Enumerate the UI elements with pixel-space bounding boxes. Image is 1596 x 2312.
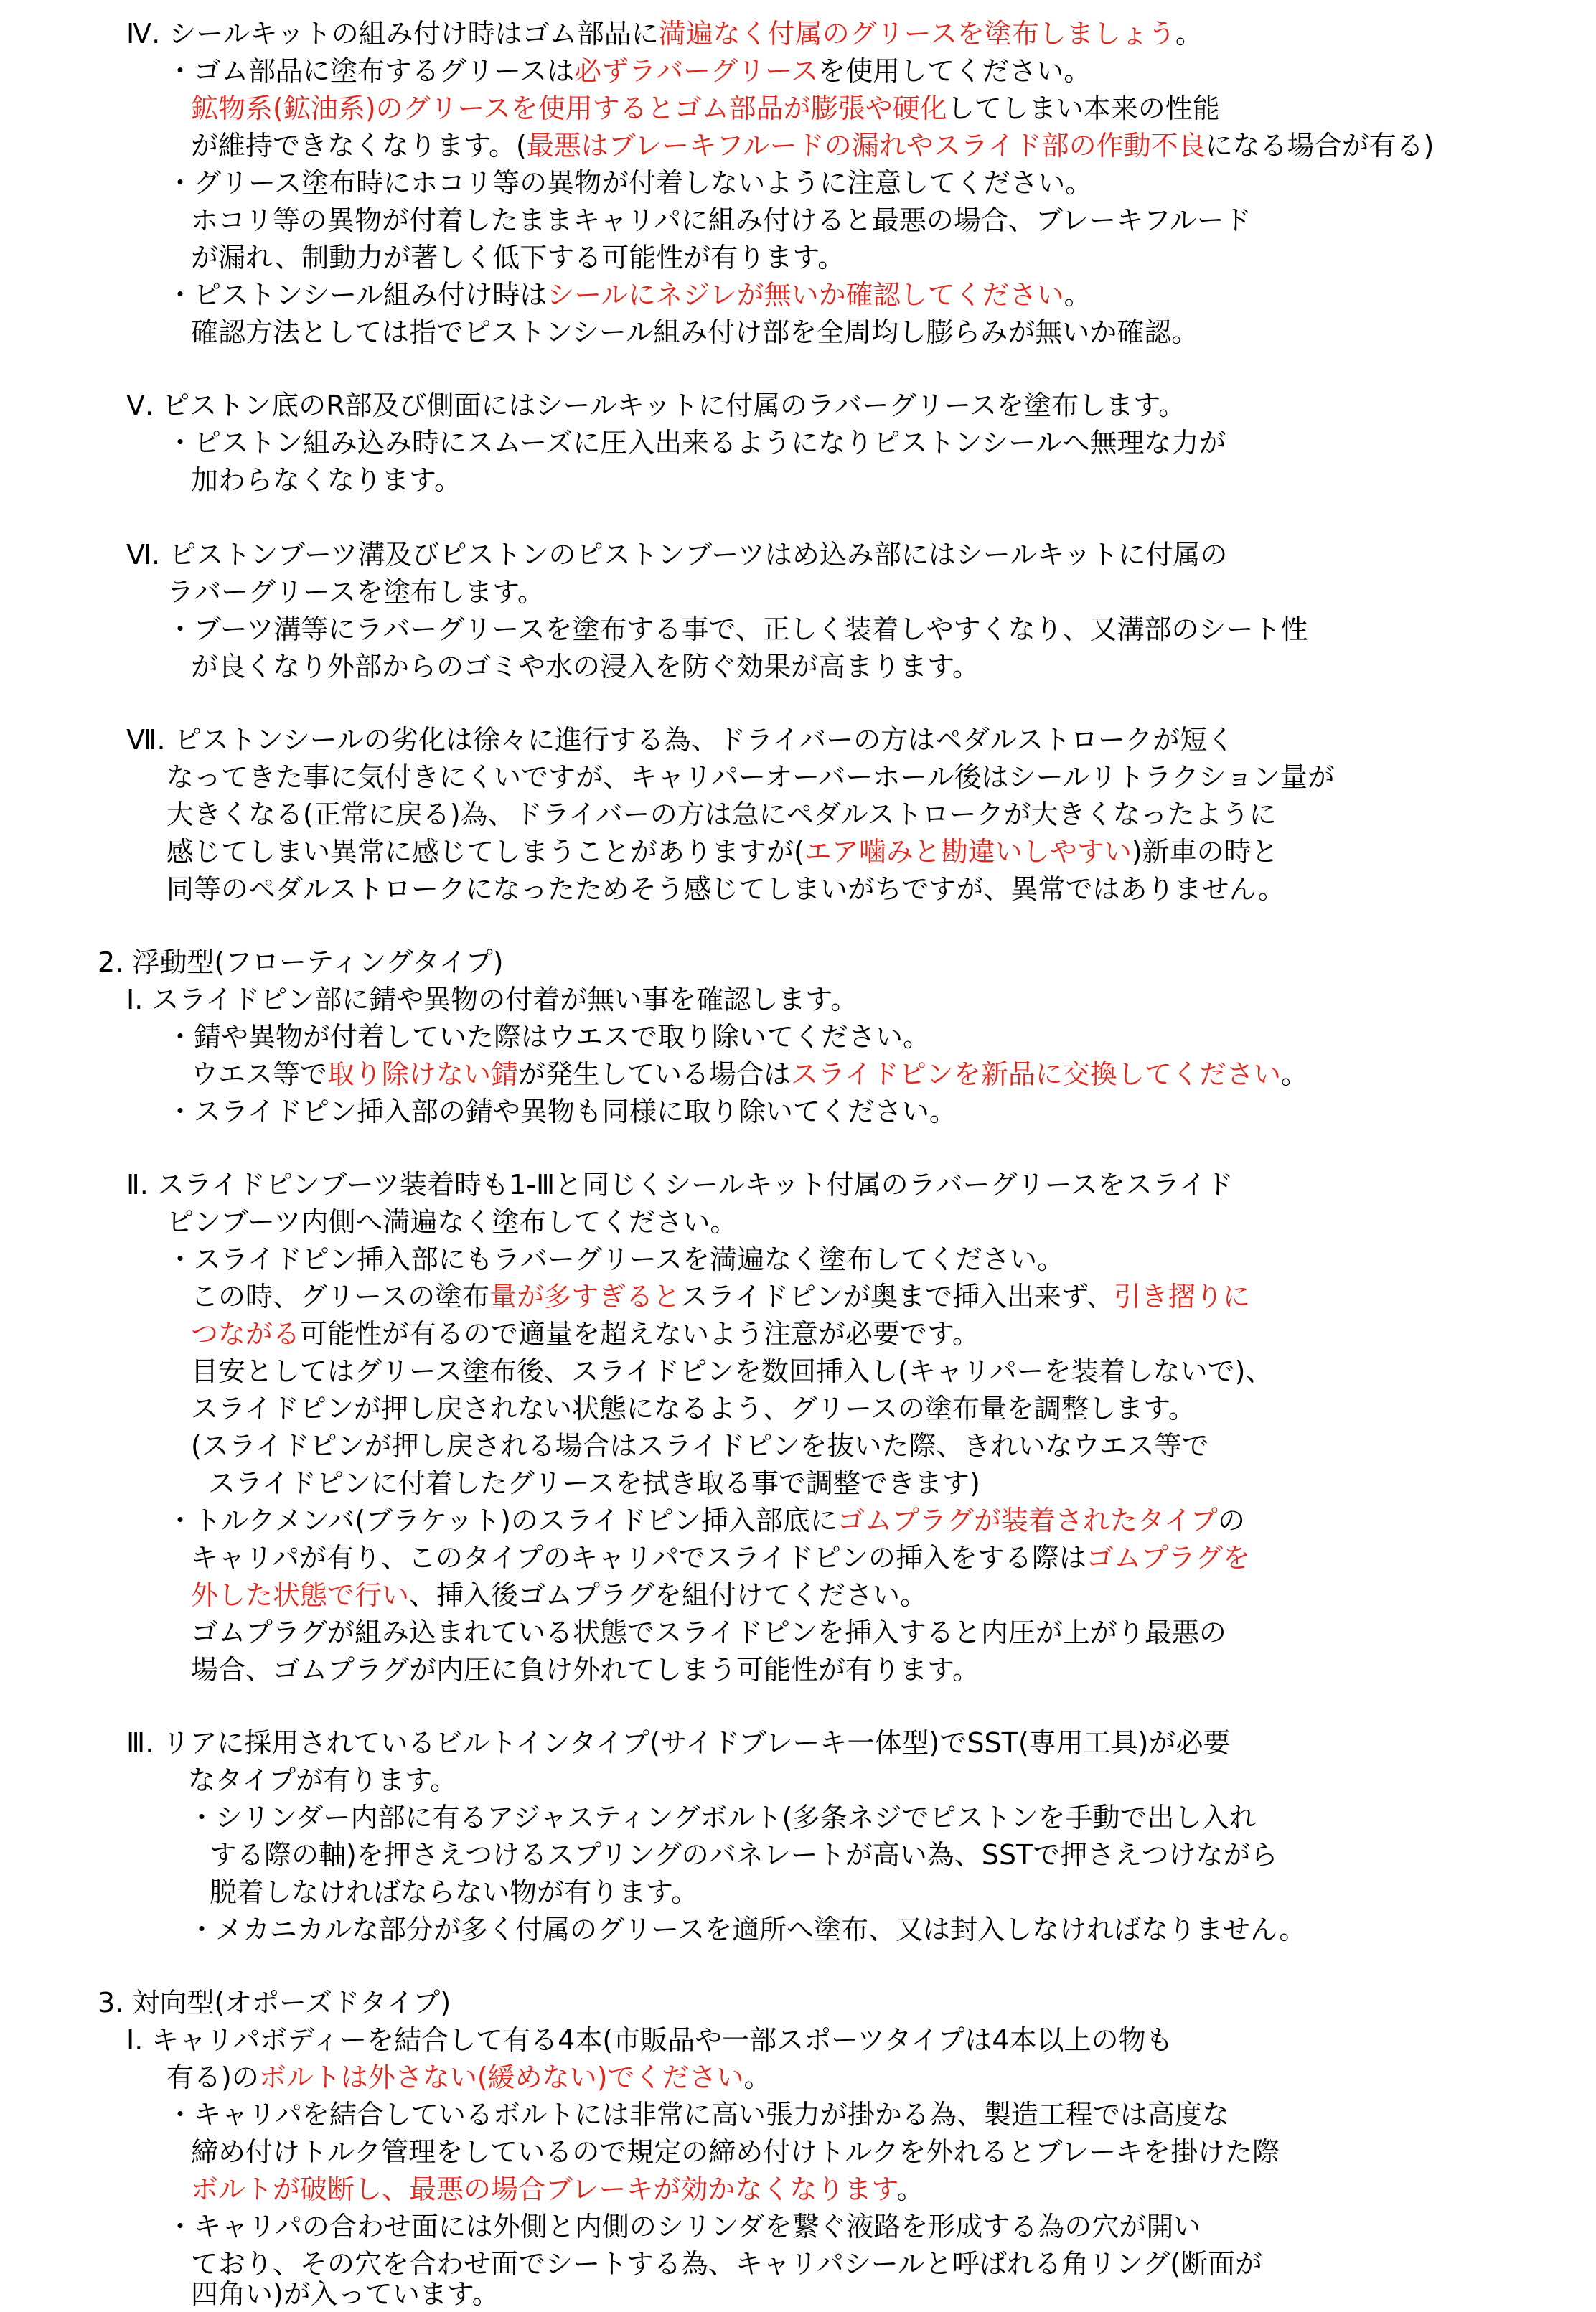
text-line: [188, 1912, 1306, 1947]
text-line: [191, 1391, 1196, 1427]
body-text: この時、グリースの塗布: [191, 1281, 490, 1312]
body-text: )新車の時と: [1131, 836, 1279, 868]
text-line: [208, 1465, 980, 1501]
body-text: ゴムプラグが組み込まれている状態でスライドピンを挿入すると内圧が上がり最悪の: [191, 1617, 1226, 1648]
body-text: ラバーグリースを塗布します。: [166, 576, 545, 608]
section-2-i-heading: [126, 982, 858, 1018]
text-line: [166, 574, 545, 610]
body-text: ・シリンダー内部に有るアジャスティングボルト(多条ネジでピストンを手動で出し入れ: [188, 1802, 1257, 1833]
body-text: 脱着しなければならない物が有ります。: [210, 1876, 698, 1908]
highlighted-text: 取り除けない錆: [327, 1058, 519, 1090]
text-line: [191, 1353, 1272, 1389]
text-line: [191, 1540, 1250, 1576]
body-text: 。: [896, 2174, 924, 2205]
body-text: ・キャリパの合わせ面には外側と内側のシリンダを繋ぐ液路を形成する為の穴が開い: [166, 2211, 1201, 2242]
section-v-heading: [126, 387, 1186, 423]
highlighted-text: ボルトが破断し、最悪の場合ブレーキが効かなくなります: [191, 2174, 897, 2205]
body-text: が漏れ、制動力が著しく低下する可能性が有ります。: [191, 242, 845, 273]
text-line: [166, 53, 1091, 89]
body-text: が良くなり外部からのゴミや水の浸入を防ぐ効果が高まります。: [191, 651, 980, 682]
text-line: [191, 2276, 499, 2312]
text-line: [191, 2171, 924, 2207]
text-line: [166, 1503, 1245, 1538]
section-vii-heading: [126, 722, 1234, 758]
section-2-ii-heading: [126, 1167, 1234, 1203]
text-line: [166, 1241, 1064, 1277]
body-text: 。: [1175, 18, 1203, 50]
text-line: [166, 834, 1279, 870]
text-line: [191, 1577, 927, 1613]
body-text: ・スライドピン挿入部にもラバーグリースを満遍なく塗布してください。: [166, 1244, 1064, 1275]
highlighted-text: エア噛みと勘違いしやすい: [804, 836, 1132, 868]
body-text: ており、その穴を合わせ面でシートする為、キャリパシールと呼ばれる角リング(断面が: [191, 2248, 1263, 2280]
text-line: [166, 759, 1335, 795]
body-text: Ⅰ. スライドピン部に錆や異物の付着が無い事を確認します。: [126, 984, 858, 1015]
text-line: [166, 425, 1226, 461]
text-line: [191, 649, 980, 685]
body-text: が維持できなくなります。(: [191, 130, 527, 161]
text-line: [191, 1428, 1209, 1464]
body-text: 感じてしまい異常に感じてしまうことがありますが(: [166, 836, 804, 868]
text-line: [191, 462, 461, 498]
highlighted-text: 引き摺りに: [1113, 1281, 1250, 1312]
body-text: 2. 浮動型(フローティングタイプ): [98, 946, 504, 978]
body-text: なってきた事に気付きにくいですが、キャリパーオーバーホール後はシールリトラクション量が: [166, 761, 1335, 793]
text-line: [191, 128, 1434, 164]
text-line: [191, 1279, 1250, 1315]
highlighted-text: ボルトは外さない(緩めない)でください: [258, 2062, 744, 2093]
body-text: Ⅶ. ピストンシールの劣化は徐々に進行する為、ドライバーの方はペダルストロークが短く: [126, 724, 1234, 756]
body-text: ・ピストンシール組み付け時は: [166, 279, 548, 311]
body-text: ・グリース塗布時にホコリ等の異物が付着しないように注意してください。: [166, 167, 1093, 199]
body-text: になる場合が有る): [1205, 130, 1435, 161]
body-text: なタイプが有ります。: [188, 1764, 458, 1796]
highlighted-text: 必ずラバーグリース: [574, 55, 819, 87]
text-line: [210, 1874, 698, 1910]
text-line: [166, 1204, 737, 1240]
body-text: ・錆や異物が付着していた際はウエスで取り除いてください。: [166, 1021, 931, 1053]
body-text: ・ゴム部品に塗布するグリースは: [166, 55, 575, 87]
body-text: ・トルクメンバ(ブラケット)のスライドピン挿入部底に: [166, 1505, 837, 1536]
text-line: [166, 2059, 771, 2095]
highlighted-text: ゴムプラグが装着されたタイプ: [837, 1505, 1218, 1536]
text-line: [166, 2097, 1229, 2133]
body-text: Ⅵ. ピストンブーツ溝及びピストンのピストンブーツはめ込み部にはシールキットに付属の: [126, 539, 1228, 570]
body-text: の: [1217, 1505, 1245, 1536]
text-line: [191, 90, 1220, 126]
body-text: が発生している場合は: [518, 1058, 792, 1090]
section-3-title: [98, 1985, 451, 2021]
text-line: [188, 1762, 457, 1798]
section-2-title: [98, 944, 504, 980]
text-line: [210, 1837, 1277, 1873]
text-line: [166, 1094, 957, 1129]
body-text: Ⅴ. ピストン底のR部及び側面にはシールキットに付属のラバーグリースを塗布します。: [126, 390, 1186, 421]
highlighted-text: 量が多すぎると: [489, 1281, 681, 1312]
body-text: 目安としてはグリース塗布後、スライドピンを数回挿入し(キャリパーを装着しないで)、: [191, 1355, 1273, 1387]
body-text: Ⅱ. スライドピンブーツ装着時も1-Ⅲと同じくシールキット付属のラバーグリースをスライド: [126, 1169, 1234, 1200]
body-text: する際の軸)を押さえつけるスプリングのバネレートが高い為、SSTで押さえつけながら: [210, 1839, 1278, 1871]
highlighted-text: つながる: [191, 1318, 301, 1350]
body-text: ・ブーツ溝等にラバーグリースを塗布する事で、正しく装着しやすくなり、又溝部のシート性: [166, 614, 1308, 645]
body-text: ピンブーツ内側へ満遍なく塗布してください。: [166, 1206, 738, 1238]
highlighted-text: シールにネジレが無いか確認してください: [547, 279, 1064, 311]
body-text: 四角い)が入っています。: [191, 2278, 499, 2310]
body-text: 可能性が有るので適量を超えないよう注意が必要です。: [300, 1318, 980, 1350]
body-text: ホコリ等の異物が付着したままキャリパに組み付けると最悪の場合、ブレーキフルード: [191, 205, 1252, 236]
body-text: Ⅲ. リアに採用されているビルトインタイプ(サイドブレーキ一体型)でSST(専用工具)が必要: [126, 1727, 1231, 1759]
body-text: Ⅰ. キャリパボディーを結合して有る4本(市販品や一部スポーツタイプは4本以上の物も: [126, 2024, 1173, 2056]
section-2-iii-heading: [126, 1725, 1230, 1761]
highlighted-text: 満遍なく付属のグリースを塗布しましょう: [658, 18, 1175, 50]
text-line: [166, 1019, 930, 1055]
body-text: ・スライドピン挿入部の錆や異物も同様に取り除いてください。: [166, 1096, 957, 1127]
body-text: スライドピンに付着したグリースを拭き取る事で調整できます): [208, 1467, 980, 1499]
body-text: 。: [743, 2062, 771, 2093]
body-text: キャリパが有り、このタイプのキャリパでスライドピンの挿入をする際は: [191, 1542, 1086, 1574]
text-line: [191, 240, 845, 276]
body-text: してしまい本来の性能: [947, 93, 1220, 124]
section-4-iv-heading: [126, 16, 1203, 52]
body-text: 大きくなる(正常に戻る)為、ドライバーの方は急にペダルストロークが大きくなったように: [166, 799, 1277, 830]
text-line: [166, 871, 1285, 907]
body-text: 有る)の: [166, 2062, 259, 2093]
text-line: [166, 2209, 1201, 2245]
body-text: 、挿入後ゴムプラグを組付けてください。: [409, 1579, 928, 1611]
body-text: 同等のペダルストロークになったためそう感じてしまいがちですが、異常ではありません。: [166, 873, 1285, 905]
body-text: 。: [1064, 279, 1092, 311]
body-text: Ⅳ. シールキットの組み付け時はゴム部品に: [126, 18, 659, 50]
body-text: ウエス等で: [191, 1058, 328, 1090]
text-line: [191, 1615, 1226, 1650]
highlighted-text: 鉱物系(鉱油系)のグリースを使用するとゴム部品が膨張や硬化: [191, 93, 947, 124]
body-text: 3. 対向型(オポーズドタイプ): [98, 1987, 451, 2019]
text-line: [191, 1056, 1308, 1092]
text-line: [191, 2134, 1280, 2170]
body-text: を使用してください。: [818, 55, 1092, 87]
text-line: [191, 314, 1198, 350]
body-text: (スライドピンが押し戻される場合はスライドピンを抜いた際、きれいなウエス等で: [191, 1430, 1209, 1462]
highlighted-text: 外した状態で行い: [191, 1579, 410, 1611]
text-line: [191, 1316, 980, 1352]
text-line: [191, 1652, 980, 1688]
body-text: 締め付けトルク管理をしているので規定の締め付けトルクを外れるとブレーキを掛けた際: [191, 2136, 1280, 2168]
body-text: スライドピンが押し戻されない状態になるよう、グリースの塗布量を調整します。: [191, 1393, 1196, 1424]
body-text: 。: [1280, 1058, 1308, 1090]
body-text: ・メカニカルな部分が多く付属のグリースを適所へ塗布、又は封入しなければなりません。: [188, 1914, 1307, 1945]
section-3-i-heading: [126, 2022, 1173, 2058]
body-text: 場合、ゴムプラグが内圧に負け外れてしまう可能性が有ります。: [191, 1654, 980, 1686]
text-line: [191, 202, 1252, 238]
highlighted-text: 最悪はブレーキフルードの漏れやスライド部の作動不良: [526, 130, 1206, 161]
highlighted-text: ゴムプラグを: [1086, 1542, 1250, 1574]
text-line: [166, 796, 1277, 832]
section-vi-heading: [126, 537, 1227, 573]
body-text: ・ピストン組み込み時にスムーズに圧入出来るようになりピストンシールへ無理な力が: [166, 427, 1226, 459]
text-line: [166, 165, 1092, 201]
text-line: [188, 1800, 1256, 1836]
highlighted-text: スライドピンを新品に交換してください: [791, 1058, 1281, 1090]
body-text: ・キャリパを結合しているボルトには非常に高い張力が掛かる為、製造工程では高度な: [166, 2099, 1229, 2130]
text-line: [166, 611, 1308, 647]
body-text: 確認方法としては指でピストンシール組み付け部を全周均し膨らみが無いか確認。: [191, 316, 1199, 348]
body-text: 加わらなくなります。: [191, 464, 461, 496]
text-line: [166, 277, 1092, 313]
body-text: スライドピンが奥まで挿入出来ず、: [680, 1281, 1114, 1312]
